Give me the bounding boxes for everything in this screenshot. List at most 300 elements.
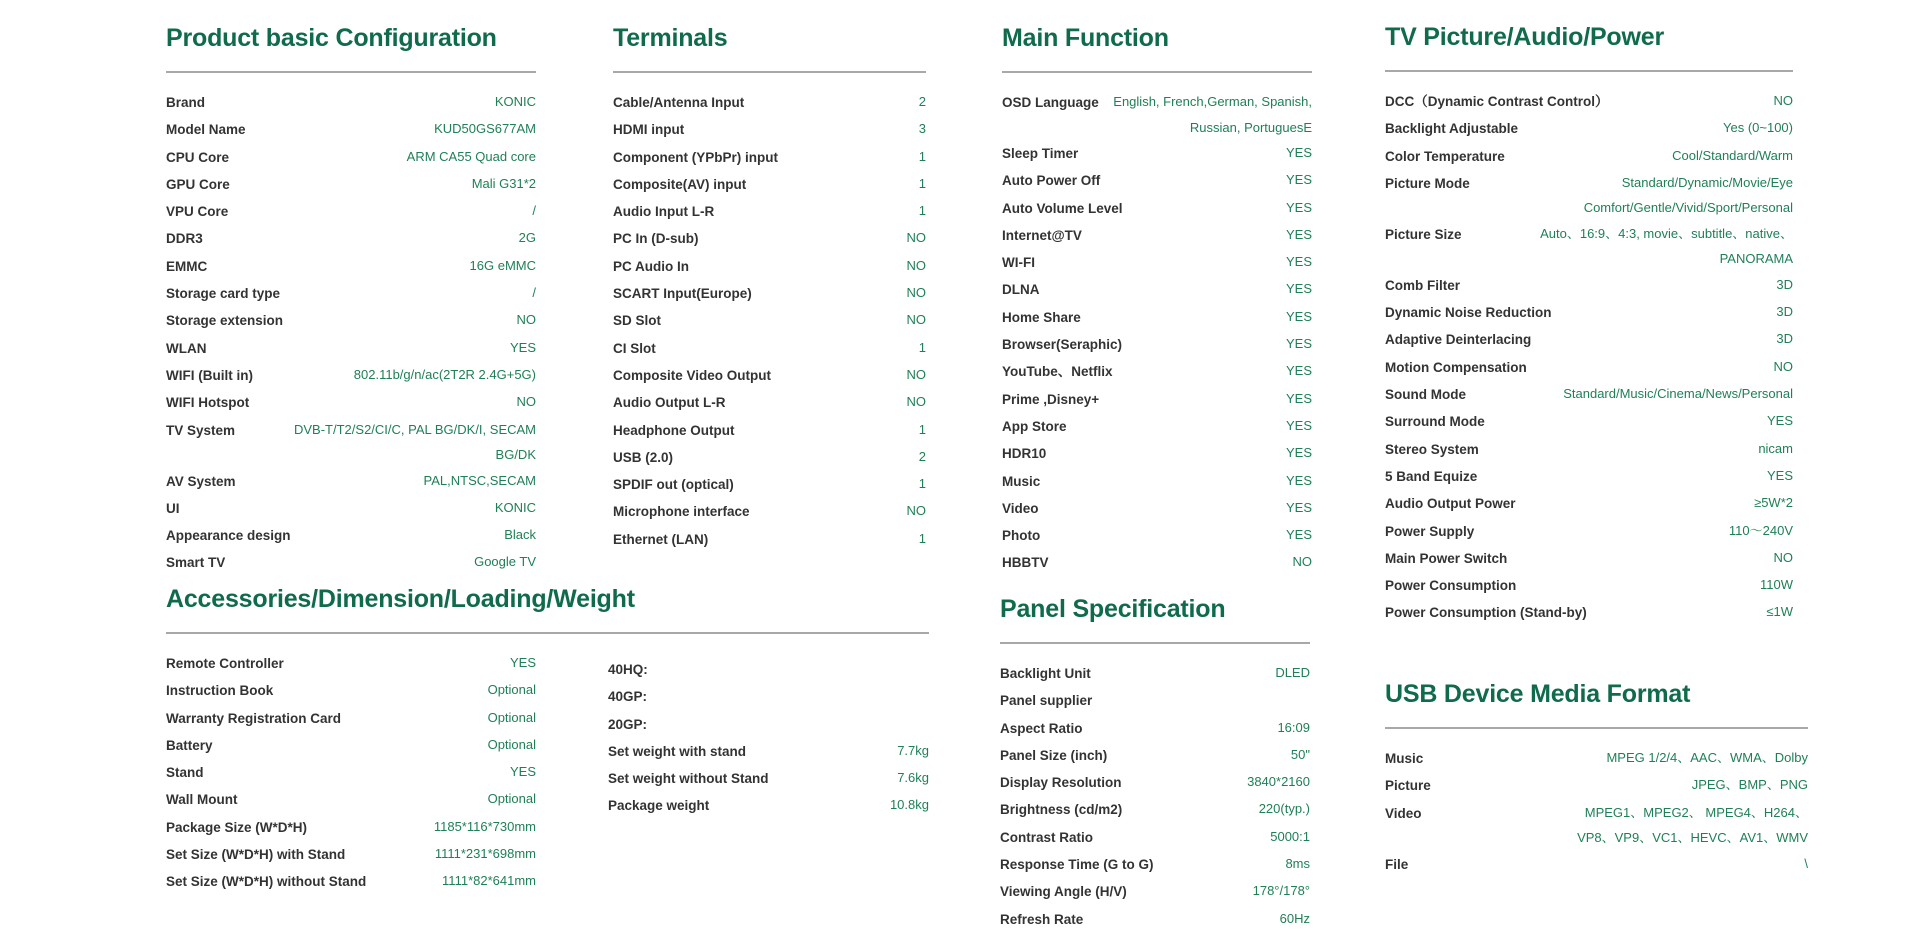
spec-label: Package Size (W*D*H): [166, 819, 308, 835]
spec-row: [613, 444, 926, 471]
spec-value: 3: [918, 121, 926, 137]
spec-row: [1385, 221, 1793, 272]
section-main-function: [1002, 19, 1312, 577]
spec-label: Storage card type: [166, 286, 281, 302]
spec-label: Brightness (cd/m2): [1000, 802, 1123, 818]
spec-value: 10.8kg: [889, 797, 929, 813]
spec-label: CPU Core: [166, 149, 230, 165]
spec-row: [166, 759, 536, 786]
spec-value: NO: [906, 503, 926, 519]
spec-label: DDR3: [166, 231, 203, 247]
spec-row: [608, 792, 929, 819]
spec-row: [1000, 796, 1310, 823]
spec-value: nicam: [1758, 440, 1793, 456]
spec-label: Motion Compensation: [1385, 359, 1527, 375]
spec-row: [613, 144, 926, 171]
spec-label: Comb Filter: [1385, 277, 1461, 293]
spec-value: YES: [1285, 254, 1312, 270]
spec-row: [1385, 463, 1793, 490]
spec-value: ARM CA55 Quad core: [406, 148, 536, 164]
spec-label: WLAN: [166, 340, 207, 356]
spec-label: Main Power Switch: [1385, 550, 1508, 566]
spec-row: [1002, 468, 1312, 495]
spec-list: [166, 89, 536, 577]
spec-value: YES: [1285, 527, 1312, 543]
spec-label: Component (YPbPr) input: [613, 149, 778, 165]
divider: [613, 71, 926, 73]
spec-value: NO: [906, 394, 926, 410]
spec-row: [1385, 354, 1793, 381]
spec-row: [1385, 518, 1793, 545]
spec-label: Stand: [166, 765, 204, 781]
spec-label: Set weight with stand: [608, 743, 747, 759]
section-title: Panel Specification: [1000, 595, 1226, 623]
spec-row: [1385, 115, 1793, 142]
spec-label: Package weight: [608, 798, 710, 814]
spec-value: 2: [918, 94, 926, 109]
spec-row: [1002, 304, 1312, 331]
spec-row: [1002, 358, 1312, 385]
spec-value: Google TV: [474, 554, 536, 570]
spec-row: [1002, 440, 1312, 467]
spec-label: Power Consumption: [1385, 578, 1517, 594]
section-tv-picture-audio-power: [1385, 18, 1793, 627]
spec-row: [166, 841, 536, 868]
spec-label: Sound Mode: [1385, 387, 1466, 403]
spec-label: Smart TV: [166, 555, 226, 571]
spec-row: [613, 498, 926, 525]
spec-value: 1111*82*641mm: [442, 873, 536, 889]
spec-value: Mali G31*2: [471, 175, 536, 191]
spec-label: Auto Volume Level: [1002, 200, 1123, 216]
spec-value: 8ms: [1285, 856, 1310, 872]
spec-label: Audio Input L-R: [613, 204, 715, 220]
spec-label: Picture Size: [1385, 226, 1462, 242]
spec-label: WIFI Hotspot: [166, 395, 250, 411]
spec-value: ≥5W*2: [1754, 495, 1793, 511]
section-terminals: [613, 19, 926, 553]
spec-label: App Store: [1002, 418, 1067, 434]
spec-label: Set Size (W*D*H) with Stand: [166, 847, 346, 863]
spec-row: [1385, 572, 1793, 599]
divider: [1385, 727, 1808, 729]
spec-label: Composite(AV) input: [613, 176, 747, 192]
spec-row: [608, 656, 929, 683]
spec-row: [613, 526, 926, 553]
spec-row: [166, 705, 536, 732]
spec-row: [613, 225, 926, 252]
spec-value: 3D: [1776, 304, 1793, 320]
spec-label: DLNA: [1002, 282, 1040, 298]
spec-row: [608, 765, 929, 792]
divider: [166, 71, 536, 73]
spec-value: YES: [1766, 467, 1793, 483]
spec-row: [1385, 272, 1793, 299]
spec-row: [166, 89, 536, 116]
spec-value: NO: [516, 394, 536, 410]
spec-list: [1385, 88, 1793, 627]
spec-value: 178°/178°: [1252, 883, 1310, 899]
spec-row: [613, 171, 926, 198]
spec-value: KONIC: [494, 499, 536, 515]
spec-value: NO: [906, 285, 926, 301]
spec-row: [613, 362, 926, 389]
spec-row: [1000, 906, 1310, 933]
spec-row: [1000, 742, 1310, 769]
spec-row: [1002, 276, 1312, 303]
spec-row: [1002, 140, 1312, 167]
spec-list: [1000, 660, 1310, 933]
section-panel-spec: [1000, 590, 1310, 933]
spec-row: [1000, 824, 1310, 851]
spec-label: Audio Output L-R: [613, 395, 726, 411]
spec-value: YES: [1285, 308, 1312, 324]
spec-label: PC In (D-sub): [613, 231, 699, 247]
spec-label: Backlight Unit: [1000, 666, 1091, 681]
spec-row: [1000, 769, 1310, 796]
spec-value: /: [532, 203, 536, 219]
spec-value: 220(typ.): [1258, 801, 1310, 817]
spec-value: Optional: [487, 736, 536, 752]
spec-label: 5 Band Equize: [1385, 468, 1478, 484]
section-accessories: [166, 580, 929, 896]
spec-label: SCART Input(Europe): [613, 286, 752, 302]
spec-row: [1385, 436, 1793, 463]
spec-label: TV System: [166, 422, 236, 438]
spec-label: Dynamic Noise Reduction: [1385, 305, 1552, 321]
spec-label: SD Slot: [613, 313, 662, 329]
spec-value: NO: [516, 312, 536, 328]
spec-value: YES: [1285, 417, 1312, 433]
spec-value: YES: [1285, 363, 1312, 379]
spec-row: [1002, 167, 1312, 194]
section-product-config: [166, 19, 536, 577]
spec-value: English, French,German, Spanish, Russian, PortuguesE: [1113, 94, 1312, 135]
spec-row: [1385, 381, 1793, 408]
spec-label: Picture Mode: [1385, 175, 1470, 191]
spec-row: [166, 495, 536, 522]
spec-label: Display Resolution: [1000, 775, 1122, 791]
spec-label: Picture: [1385, 778, 1431, 794]
spec-label: Model Name: [166, 122, 246, 138]
spec-row: [166, 732, 536, 759]
spec-label: HBBTV: [1002, 555, 1049, 571]
spec-label: Auto Power Off: [1002, 173, 1101, 189]
spec-value: Auto、16:9、4:3, movie、subtitle、native、 PANORAMA: [1540, 225, 1793, 267]
spec-value: YES: [1766, 413, 1793, 429]
spec-value: Optional: [487, 791, 536, 807]
spec-value: MPEG 1/2/4、AAC、WMA、Dolby: [1606, 750, 1808, 765]
spec-row: [1385, 408, 1793, 435]
spec-row: [1385, 851, 1808, 878]
spec-value: KUD50GS677AM: [434, 121, 536, 137]
spec-label: HDMI input: [613, 122, 685, 138]
spec-row: [613, 198, 926, 225]
spec-value: Standard/Dynamic/Movie/Eye Comfort/Gentle/Vivid/Sport/Personal: [1583, 174, 1793, 216]
spec-value: \: [1804, 855, 1808, 871]
spec-row: [1385, 745, 1808, 772]
spec-row: [1002, 249, 1312, 276]
spec-row: [1000, 878, 1310, 905]
spec-row: [1002, 522, 1312, 549]
spec-label: Set weight without Stand: [608, 771, 769, 787]
spec-label: Headphone Output: [613, 422, 735, 438]
spec-label: Aspect Ratio: [1000, 720, 1083, 736]
spec-list: [1385, 745, 1808, 878]
spec-value: DLED: [1275, 665, 1310, 680]
spec-value: 50": [1290, 746, 1310, 762]
spec-row: [1385, 326, 1793, 353]
spec-value: 1: [918, 339, 926, 355]
spec-value: Standard/Music/Cinema/News/Personal: [1563, 386, 1793, 402]
spec-value: 1111*231*698mm: [434, 846, 536, 862]
spec-value: 7.7kg: [897, 742, 929, 758]
spec-row: [1385, 800, 1808, 851]
spec-label: Remote Controller: [166, 656, 284, 671]
spec-row: [1002, 331, 1312, 358]
spec-list-left: [166, 650, 536, 896]
spec-row: [166, 389, 536, 416]
spec-row: [613, 253, 926, 280]
spec-value: 1: [918, 148, 926, 164]
spec-value: 16:09: [1277, 719, 1310, 735]
spec-value: Yes (0~100): [1723, 120, 1793, 136]
section-title: Product basic Configuration: [166, 24, 497, 52]
divider: [166, 632, 929, 634]
spec-value: 3D: [1776, 276, 1793, 292]
spec-row: [608, 711, 929, 738]
spec-row: [1385, 545, 1793, 572]
spec-row: [1000, 851, 1310, 878]
section-title: Main Function: [1002, 24, 1169, 52]
spec-row: [166, 417, 536, 468]
spec-label: HDR10: [1002, 446, 1047, 462]
spec-row: [613, 89, 926, 116]
divider: [1385, 70, 1793, 72]
spec-row: [1385, 170, 1793, 221]
spec-row: [166, 549, 536, 576]
spec-label: Audio Output Power: [1385, 496, 1516, 512]
spec-value: Black: [504, 527, 536, 543]
spec-label: VPU Core: [166, 204, 229, 220]
spec-label: Storage extension: [166, 313, 284, 329]
spec-value: NO: [1773, 549, 1793, 565]
spec-label: Internet@TV: [1002, 227, 1082, 243]
spec-row: [1002, 495, 1312, 522]
spec-value: DVB-T/T2/S2/CI/C, PAL BG/DK/I, SECAM BG/DK: [294, 421, 536, 463]
spec-value: Optional: [487, 682, 536, 698]
spec-label: File: [1385, 856, 1409, 872]
spec-label: Surround Mode: [1385, 414, 1485, 430]
spec-label: Prime ,Disney+: [1002, 391, 1100, 407]
spec-row: [608, 683, 929, 710]
spec-value: Optional: [487, 709, 536, 725]
spec-label: USB (2.0): [613, 449, 674, 465]
spec-value: NO: [906, 366, 926, 382]
spec-value: MPEG1、MPEG2、 MPEG4、H264、 VP8、VP9、VC1、HEVC、AV1、WMV: [1577, 804, 1808, 846]
spec-value: 3D: [1776, 331, 1793, 347]
spec-label: AV System: [166, 473, 236, 489]
spec-row: [1385, 772, 1808, 799]
spec-row: [1002, 89, 1312, 140]
spec-row: [166, 362, 536, 389]
spec-label: WIFI (Built in): [166, 367, 253, 383]
spec-label: Composite Video Output: [613, 367, 771, 383]
spec-label: 40GP:: [608, 689, 648, 705]
spec-value: /: [532, 285, 536, 301]
spec-label: OSD Language: [1002, 95, 1099, 110]
spec-value: YES: [1285, 199, 1312, 215]
spec-label: Color Temperature: [1385, 148, 1505, 164]
spec-label: Response Time (G to G): [1000, 857, 1154, 873]
spec-label: CI Slot: [613, 340, 656, 356]
spec-value: 802.11b/g/n/ac(2T2R 2.4G+5G): [353, 366, 536, 382]
spec-row: [166, 116, 536, 143]
spec-label: Cable/Antenna Input: [613, 95, 745, 110]
spec-label: Home Share: [1002, 309, 1081, 325]
spec-label: WI-FI: [1002, 255, 1035, 271]
spec-row: [166, 307, 536, 334]
spec-value: YES: [1285, 226, 1312, 242]
spec-label: Ethernet (LAN): [613, 531, 709, 547]
spec-label: PC Audio In: [613, 258, 689, 274]
spec-label: Adaptive Deinterlacing: [1385, 332, 1532, 348]
spec-label: UI: [166, 500, 180, 516]
spec-value: 16G eMMC: [469, 257, 536, 273]
spec-label: Panel Size (inch): [1000, 747, 1108, 763]
spec-value: 7.6kg: [897, 770, 929, 786]
spec-value: 110W: [1760, 577, 1793, 593]
spec-row: [1385, 143, 1793, 170]
spec-value: YES: [1285, 390, 1312, 406]
spec-value: YES: [509, 339, 536, 355]
spec-label: Stereo System: [1385, 441, 1479, 457]
divider: [1002, 71, 1312, 73]
spec-label: EMMC: [166, 258, 208, 274]
spec-value: 3840*2160: [1247, 774, 1310, 790]
spec-row: [613, 280, 926, 307]
spec-row: [166, 786, 536, 813]
spec-value: 1185*116*730mm: [433, 818, 536, 834]
spec-value: YES: [509, 764, 536, 780]
spec-value: NO: [906, 312, 926, 328]
spec-label: Video: [1002, 500, 1039, 516]
spec-row: [1385, 599, 1793, 626]
spec-value: Cool/Standard/Warm: [1672, 147, 1793, 163]
spec-value: 2G: [518, 230, 536, 246]
spec-value: 2: [918, 448, 926, 464]
spec-value: YES: [1285, 336, 1312, 352]
spec-row: [613, 116, 926, 143]
spec-label: Appearance design: [166, 528, 291, 544]
spec-label: Set Size (W*D*H) without Stand: [166, 874, 367, 890]
spec-row: [1000, 687, 1310, 714]
section-title: TV Picture/Audio/Power: [1385, 23, 1664, 51]
divider: [1000, 642, 1310, 644]
spec-label: Warranty Registration Card: [166, 710, 342, 726]
spec-label: Power Supply: [1385, 523, 1475, 539]
spec-row: [166, 677, 536, 704]
spec-label: Battery: [166, 737, 213, 753]
spec-label: Brand: [166, 95, 206, 110]
spec-value: NO: [1773, 358, 1793, 374]
spec-row: [613, 307, 926, 334]
spec-value: YES: [1285, 472, 1312, 488]
spec-label: Wall Mount: [166, 792, 238, 808]
spec-row: [166, 868, 536, 895]
spec-value: YES: [1285, 172, 1312, 188]
spec-value: YES: [1285, 145, 1312, 160]
spec-label: Music: [1002, 473, 1041, 489]
spec-value: YES: [509, 655, 536, 670]
spec-value: NO: [906, 230, 926, 246]
spec-value: 110～240V: [1728, 522, 1793, 538]
spec-row: [1002, 413, 1312, 440]
spec-row: [1002, 222, 1312, 249]
spec-value: YES: [1285, 499, 1312, 515]
spec-label: Viewing Angle (H/V): [1000, 884, 1127, 900]
spec-list: [1002, 89, 1312, 577]
spec-label: Instruction Book: [166, 683, 274, 699]
spec-value: ≤1W: [1766, 604, 1793, 620]
spec-row: [1000, 660, 1310, 687]
spec-list-right: [608, 650, 929, 896]
section-title: USB Device Media Format: [1385, 680, 1691, 708]
spec-label: 40HQ:: [608, 662, 648, 677]
spec-value: PAL,NTSC,SECAM: [423, 472, 536, 488]
spec-label: GPU Core: [166, 176, 230, 192]
spec-label: Sleep Timer: [1002, 146, 1079, 161]
spec-value: NO: [1773, 93, 1793, 108]
spec-value: YES: [1285, 445, 1312, 461]
spec-value: KONIC: [494, 94, 536, 109]
spec-label: Music: [1385, 751, 1424, 766]
spec-value: 1: [918, 175, 926, 191]
spec-label: Contrast Ratio: [1000, 829, 1094, 845]
spec-row: [166, 468, 536, 495]
spec-value: JPEG、BMP、PNG: [1691, 777, 1808, 793]
spec-row: [1002, 195, 1312, 222]
spec-value: YES: [1285, 281, 1312, 297]
spec-value: 5000:1: [1270, 828, 1310, 844]
spec-row: [166, 522, 536, 549]
spec-label: SPDIF out (optical): [613, 477, 734, 493]
spec-value: NO: [1292, 554, 1312, 570]
spec-value: 1: [918, 203, 926, 219]
spec-label: Microphone interface: [613, 504, 750, 520]
spec-label: YouTube、Netflix: [1002, 364, 1113, 380]
spec-row: [166, 253, 536, 280]
spec-row: [1002, 549, 1312, 576]
section-title: Terminals: [613, 24, 728, 52]
spec-label: Backlight Adjustable: [1385, 121, 1519, 137]
spec-row: [613, 417, 926, 444]
spec-row: [1002, 386, 1312, 413]
spec-row: [166, 144, 536, 171]
spec-row: [166, 650, 536, 677]
spec-row: [166, 225, 536, 252]
spec-value: 1: [918, 530, 926, 546]
spec-row: [166, 335, 536, 362]
spec-row: [613, 335, 926, 362]
spec-label: DCC（Dynamic Contrast Control）: [1385, 94, 1609, 109]
spec-row: [166, 280, 536, 307]
spec-value: NO: [906, 257, 926, 273]
spec-row: [1385, 490, 1793, 517]
spec-row: [1385, 88, 1793, 115]
spec-value: 1: [918, 421, 926, 437]
spec-label: Panel supplier: [1000, 693, 1093, 709]
